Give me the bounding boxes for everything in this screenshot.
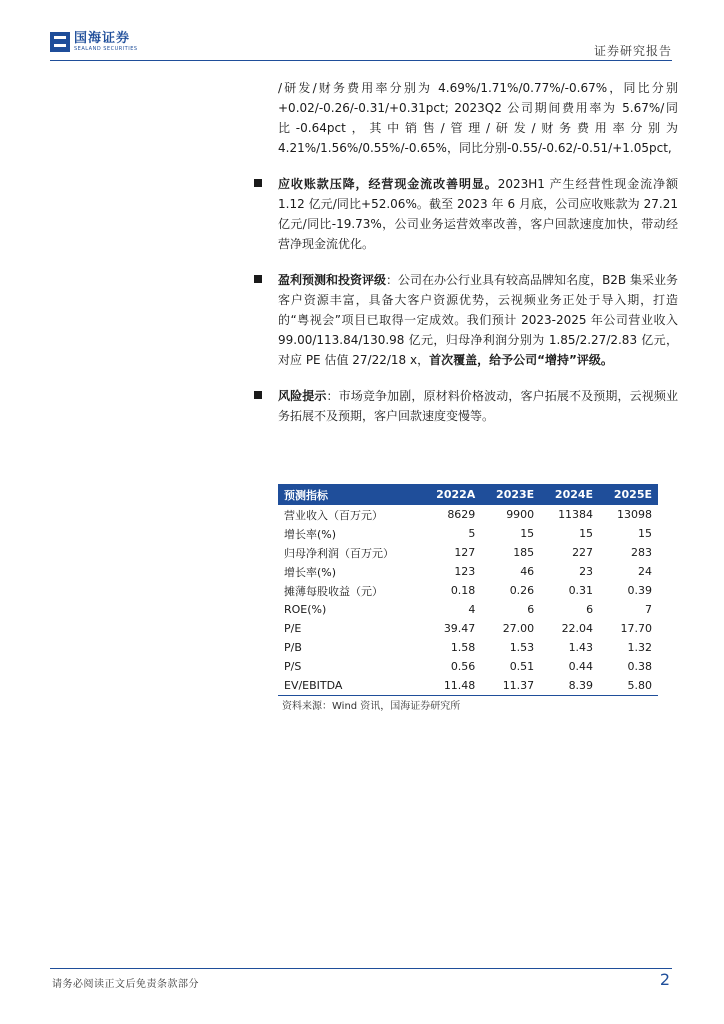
risk-heading: 风险提示 (278, 389, 327, 403)
table-cell: 283 (631, 546, 652, 559)
bullet-square-icon (254, 179, 262, 187)
header-divider (50, 60, 672, 61)
main-content (278, 78, 678, 426)
table-cell: 0.31 (568, 584, 594, 597)
table-cell: 1.43 (568, 641, 594, 654)
table-cell: 6 (586, 603, 594, 616)
table-row (278, 657, 658, 676)
table-cell: 1.32 (627, 641, 652, 654)
table-cell: 0.39 (627, 584, 652, 597)
table-cell: 归母净利润（百万元） (284, 546, 394, 560)
risk-text: ：市场竞争加剧，原材料价格波动，客户拓展不及预期，云视频业务拓展不及预期，客户回款速度变慢等。 (278, 389, 678, 423)
table-cell: P/B (284, 641, 302, 654)
table-cell: 0.38 (627, 660, 652, 673)
table-cell: 185 (513, 546, 535, 559)
logo-cn: 国海证券 (74, 31, 131, 46)
table-cell: 1.53 (509, 641, 535, 654)
table-cell: P/E (284, 622, 302, 635)
table-cell: 4 (468, 603, 476, 616)
logo-text (74, 32, 138, 52)
table-row (278, 676, 658, 696)
table-cell: 0.18 (450, 584, 476, 597)
footer-divider (50, 968, 672, 969)
table-cell: 11.37 (481, 676, 540, 696)
receivables-text: 2023H1 产生经营性现金流净额 1.12 亿元/同比+52.06%。截至 2023 年 6 月底，公司应收账款为 27.21 亿元/同比-19.73%，公司业务运营效率改善，客户回款速度加快，带动经营净现金流优化。 (278, 177, 678, 251)
intro-paragraph: /研发/财务费用率分别为 4.69%/1.71%/0.77%/-0.67%，同比分别+0.02/-0.26/-0.31/+0.31pct; 2023Q2 公司期间费用率为 5.67%/同比-0.64pct，其中销售/管理/研发/财务费用率分别为 4.21%/1.56%/0.55%/-0.65%，同比分别-0.55/-0.62/-0.51/+1.05pct, (278, 81, 678, 155)
table-cell: 增长率(%) (284, 565, 337, 579)
table-cell: 46 (520, 565, 535, 578)
table-cell: P/S (284, 660, 302, 673)
table-cell: ROE(%) (284, 603, 327, 616)
logo-en: SEALAND SECURITIES (74, 46, 138, 52)
receivables-heading: 应收账款压降，经营现金流改善明显。 (278, 177, 498, 191)
receivables-section (278, 174, 678, 254)
table-header-cell: 预测指标 (278, 484, 421, 505)
risk-section (278, 386, 678, 426)
table-cell: EV/EBITDA (278, 676, 421, 696)
table-header-cell: 2024E (540, 484, 599, 505)
table-cell: 22.04 (561, 622, 594, 635)
table-cell: 7 (645, 603, 652, 616)
report-type: 证券研究报告 (593, 44, 672, 58)
table-source-note: 资料来源：Wind 资讯，国海证券研究所 (282, 701, 461, 712)
rating-section (278, 270, 678, 370)
table-cell: 15 (579, 527, 594, 540)
table-cell: 0.44 (568, 660, 594, 673)
table-cell: 15 (520, 527, 535, 540)
page-number: 2 (659, 970, 670, 989)
table-cell: 127 (454, 546, 476, 559)
rating-conclusion: 首次覆盖，给予公司“增持”评级。 (429, 353, 613, 367)
table-cell: 8.39 (540, 676, 599, 696)
table-cell: 0.56 (450, 660, 476, 673)
table-cell: 23 (579, 565, 594, 578)
table-row (278, 562, 658, 581)
table-cell: 123 (454, 565, 476, 578)
table-cell: 11.48 (421, 676, 481, 696)
table-cell: 13098 (617, 508, 652, 521)
forecast-table (278, 484, 658, 696)
table-cell: 1.58 (450, 641, 476, 654)
bullet-square-icon (254, 391, 262, 399)
table-cell: 6 (527, 603, 535, 616)
table-header-cell: 2023E (481, 484, 540, 505)
table-cell: 27.00 (502, 622, 535, 635)
table-cell: 227 (572, 546, 594, 559)
table-row (278, 581, 658, 600)
table-row (278, 505, 658, 524)
rating-text: ：公司在办公行业具有较高品牌知名度，B2B 集采业务客户资源丰富，具备大客户资源优势，云视频业务正处于导入期，打造的“粤视会”项目已取得一定成效。我们预计 2023-2025 年公司营业收入 99.00/113.84/130.98 亿元，归母净利润分别为 1.85/2.27/2.83 亿元，对应 PE 估值 27/22/18 x， (278, 273, 678, 367)
table-cell: 摊薄每股收益（元） (284, 584, 383, 598)
table-cell: 17.70 (620, 622, 652, 635)
table-cell: 24 (638, 565, 652, 578)
company-logo (50, 30, 138, 54)
rating-paragraph (278, 270, 678, 370)
risk-paragraph (278, 386, 678, 426)
table-header-cell: 2025E (599, 484, 658, 505)
receivables-paragraph (278, 174, 678, 254)
table-cell: 9900 (506, 508, 535, 521)
table-cell: 11384 (558, 508, 594, 521)
table-cell: 增长率(%) (284, 527, 337, 541)
table-cell: 5.80 (599, 676, 658, 696)
table-row (278, 600, 658, 619)
rating-heading: 盈利预测和投资评级 (278, 273, 387, 287)
table-header-cell: 2022A (421, 484, 481, 505)
table-cell: 15 (638, 527, 652, 540)
table-cell: 0.26 (509, 584, 535, 597)
table-row (278, 638, 658, 657)
table-cell: 5 (468, 527, 476, 540)
bullet-square-icon (254, 275, 262, 283)
table-cell: 营业收入（百万元） (284, 508, 383, 522)
footer-disclaimer: 请务必阅读正文后免责条款部分 (52, 979, 199, 990)
table-row (278, 524, 658, 543)
table-row (278, 543, 658, 562)
sealand-logo-icon (50, 32, 70, 52)
table-header-row (278, 484, 658, 505)
table-cell: 8629 (447, 508, 476, 521)
table-row (278, 619, 658, 638)
table-cell: 0.51 (509, 660, 535, 673)
table-cell: 39.47 (443, 622, 476, 635)
